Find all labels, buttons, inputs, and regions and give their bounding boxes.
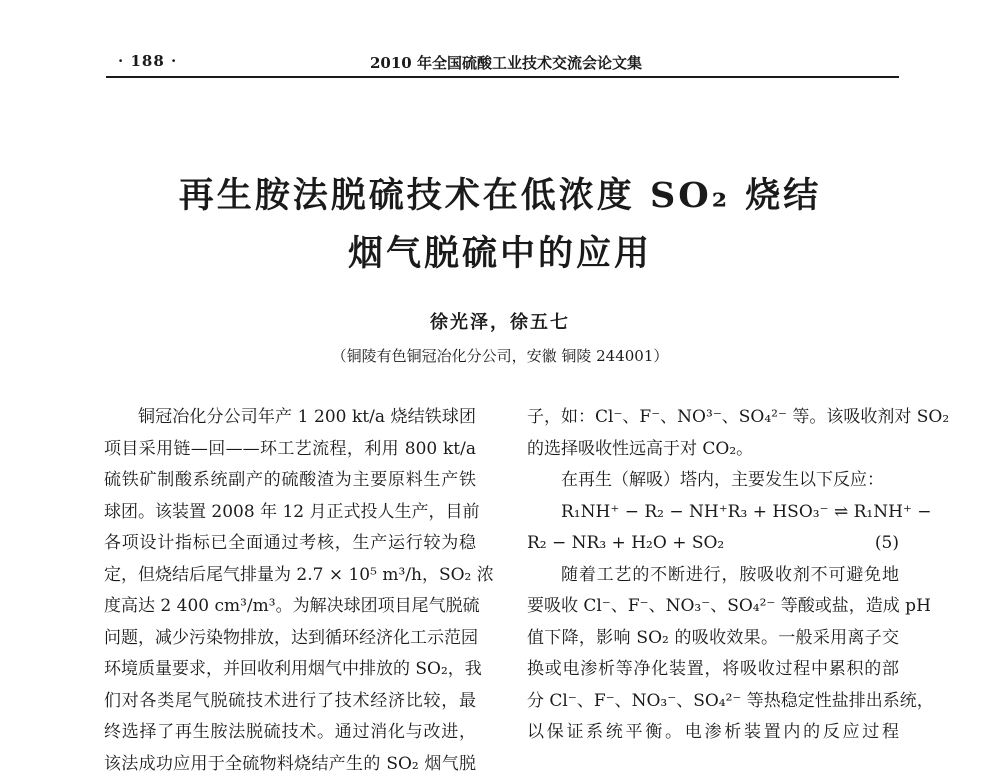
body-line: 换或电渗析等净化装置，将吸收过程中累积的部 (527, 654, 899, 686)
header-rule (106, 76, 899, 78)
equation-text: R₂ − NR₃ + H₂O + SO₂ (527, 528, 724, 560)
body-line: 以保证系统平衡。电渗析装置内的反应过程 (527, 717, 899, 749)
body-line: 定，但烧结后尾气排量为 2.7 × 10⁵ m³/h，SO₂ 浓 (104, 560, 476, 592)
body-column-right (527, 402, 899, 749)
running-title: 2010 年全国硫酸工业技术交流会论文集 (370, 52, 642, 73)
body-line: 子，如：Cl⁻、F⁻、NO³⁻、SO₄²⁻ 等。该吸收剂对 SO₂ (527, 402, 899, 434)
paper-title-line-1: 再生胺法脱硫技术在低浓度 SO₂ 烧结 (0, 168, 1000, 218)
body-line: 度高达 2 400 cm³/m³。为解决球团项目尾气脱硫 (104, 591, 476, 623)
body-line: 环境质量要求，并回收利用烟气中排放的 SO₂，我 (104, 654, 476, 686)
body-column-left (104, 402, 476, 780)
equation-number: (5) (875, 528, 899, 560)
page-number: · 188 · (118, 52, 177, 70)
body-line: 项目采用链—回——环工艺流程，利用 800 kt/a (104, 434, 476, 466)
authors: 徐光泽，徐五七 (0, 308, 1000, 334)
body-line: 硫铁矿制酸系统副产的硫酸渣为主要原料生产铁 (104, 465, 476, 497)
body-line: 随着工艺的不断进行，胺吸收剂不可避免地 (527, 560, 899, 592)
body-line: 要吸收 Cl⁻、F⁻、NO₃⁻、SO₄²⁻ 等酸或盐，造成 pH (527, 591, 899, 623)
page-header (0, 0, 1000, 85)
body-line: 球团。该装置 2008 年 12 月正式投人生产，目前 (104, 497, 476, 529)
body-line: 分 Cl⁻、F⁻、NO₃⁻、SO₄²⁻ 等热稳定性盐排出系统， (527, 686, 899, 718)
body-line: 在再生（解吸）塔内，主要发生以下反应： (527, 465, 899, 497)
equation-line: R₁NH⁺ − R₂ − NH⁺R₃ + HSO₃⁻ ⇌ R₁NH⁺ − (527, 497, 899, 529)
body-line: 问题，减少污染物排放，达到循环经济化工示范园 (104, 623, 476, 655)
paper-title-line-2: 烟气脱硫中的应用 (0, 226, 1000, 276)
body-line: 该法成功应用于全硫物料烧结产生的 SO₂ 烟气脱 (104, 749, 476, 780)
equation-line (527, 528, 899, 560)
body-line: 终选择了再生胺法脱硫技术。通过消化与改进， (104, 717, 476, 749)
body-line: 铜冠冶化分公司年产 1 200 kt/a 烧结铁球团 (104, 402, 476, 434)
body-line: 们对各类尾气脱硫技术进行了技术经济比较，最 (104, 686, 476, 718)
affiliation: （铜陵有色铜冠冶化分公司，安徽 铜陵 244001） (0, 345, 1000, 366)
body-line: 的选择吸收性远高于对 CO₂。 (527, 434, 899, 466)
body-line: 各项设计指标已全面通过考核，生产运行较为稳 (104, 528, 476, 560)
body-line: 值下降，影响 SO₂ 的吸收效果。一般采用离子交 (527, 623, 899, 655)
